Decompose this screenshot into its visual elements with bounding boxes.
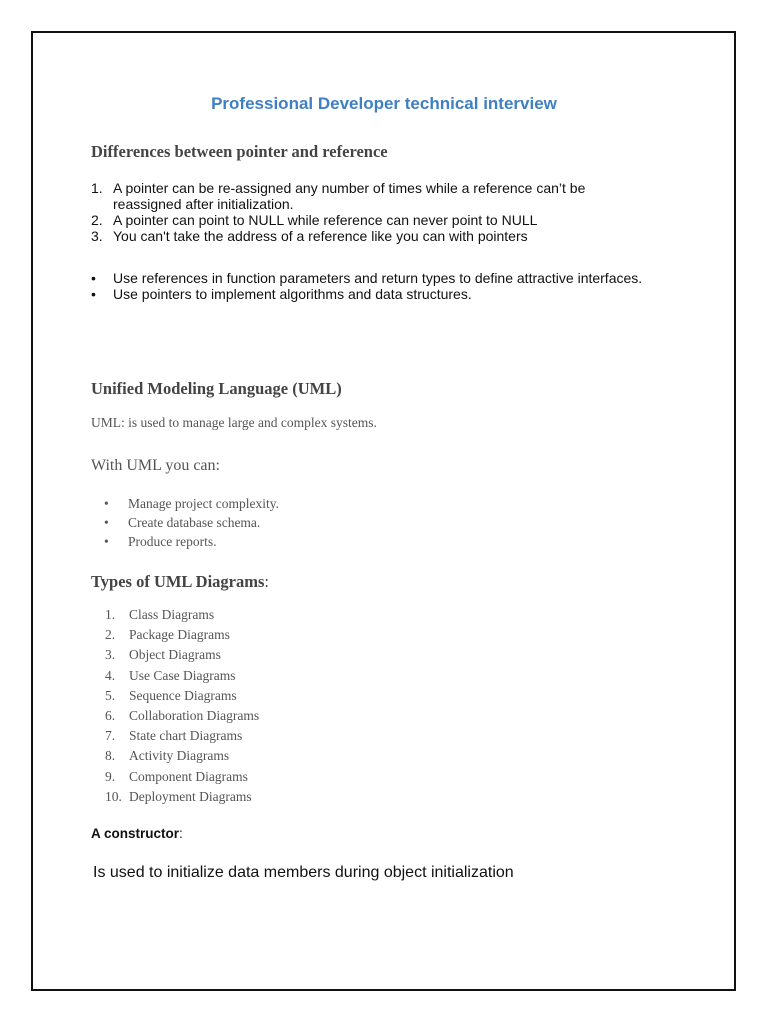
constructor-definition: Is used to initialize data members during object initialization: [93, 864, 514, 881]
list-item: [105, 787, 259, 807]
document-title: Professional Developer technical interview: [211, 94, 557, 113]
list-item-text: Object Diagrams: [129, 647, 221, 663]
bullet-icon: •: [104, 496, 109, 511]
list-item: [104, 532, 279, 551]
list-number: 3.: [105, 647, 116, 663]
list-item-text: You can't take the address of a reference like you can with pointers: [113, 228, 528, 244]
list-item-text: Sequence Diagrams: [129, 687, 237, 703]
list-item-text: Manage project complexity.: [128, 496, 279, 511]
list-number: 2.: [91, 212, 103, 228]
list-item: [105, 706, 259, 726]
list-item-text: Use references in function parameters and return types to define attractive interfaces.: [113, 270, 643, 286]
constructor-heading-text: A constructor: [91, 826, 180, 841]
list-item: [105, 605, 259, 625]
list-number: 4.: [105, 667, 116, 683]
list-number: 1.: [91, 180, 103, 196]
list-item-text: Deployment Diagrams: [129, 788, 252, 804]
list-number: 2.: [105, 627, 116, 643]
list-item: [105, 666, 259, 686]
uml-types-heading: [91, 572, 269, 592]
list-item-text: Use pointers to implement algorithms and data structures.: [113, 286, 472, 302]
list-item-text: State chart Diagrams: [129, 728, 243, 744]
list-item-text: Produce reports.: [128, 534, 217, 549]
list-item: [105, 686, 259, 706]
list-item: [105, 726, 259, 746]
list-number: 9.: [105, 768, 116, 784]
list-item: [105, 625, 259, 645]
list-item: [105, 645, 259, 665]
list-item-text: Component Diagrams: [129, 768, 248, 784]
list-item: [91, 286, 643, 302]
list-item: [91, 228, 643, 244]
list-number: 10.: [105, 788, 122, 804]
pointer-reference-heading: Differences between pointer and reference: [91, 142, 388, 161]
uml-types-heading-colon: :: [264, 572, 269, 591]
list-item-text: A pointer can point to NULL while reference can never point to NULL: [113, 212, 538, 228]
list-item: [91, 180, 643, 212]
list-number: 3.: [91, 228, 103, 244]
list-item-text: Collaboration Diagrams: [129, 707, 260, 723]
bullet-icon: •: [104, 515, 109, 530]
bullet-icon: •: [91, 270, 96, 286]
list-item: [104, 494, 279, 513]
list-item-text: A pointer can be re-assigned any number of times while a reference can’t be reassigned after initialization.: [113, 180, 586, 212]
uml-definition: UML: is used to manage large and complex systems.: [91, 415, 377, 430]
uml-types-list: [105, 605, 259, 807]
list-item: [104, 513, 279, 532]
uml-heading: Unified Modeling Language (UML): [91, 379, 342, 398]
constructor-heading-colon: :: [179, 826, 183, 841]
list-item-text: Activity Diagrams: [129, 748, 230, 764]
list-item-text: Create database schema.: [128, 515, 261, 530]
list-number: 5.: [105, 687, 116, 703]
uml-types-heading-text: Types of UML Diagrams: [91, 572, 265, 591]
uml-abilities-list: [104, 494, 279, 551]
list-item: [105, 767, 259, 787]
pointer-reference-numbered-list: [91, 180, 643, 244]
list-item: [91, 212, 643, 228]
list-item: [91, 270, 643, 286]
list-item-text: Class Diagrams: [129, 607, 215, 622]
uml-abilities-intro: With UML you can:: [91, 457, 220, 474]
list-item-text: Use Case Diagrams: [129, 667, 236, 683]
list-number: 6.: [105, 707, 116, 723]
pointer-reference-bullet-list: [91, 270, 643, 302]
list-number: 8.: [105, 748, 116, 764]
list-item: [105, 746, 259, 766]
list-number: 7.: [105, 728, 116, 744]
list-item-text: Package Diagrams: [129, 627, 230, 643]
bullet-icon: •: [104, 534, 109, 549]
list-number: 1.: [105, 607, 116, 622]
constructor-heading: [91, 826, 183, 841]
bullet-icon: •: [91, 286, 96, 302]
